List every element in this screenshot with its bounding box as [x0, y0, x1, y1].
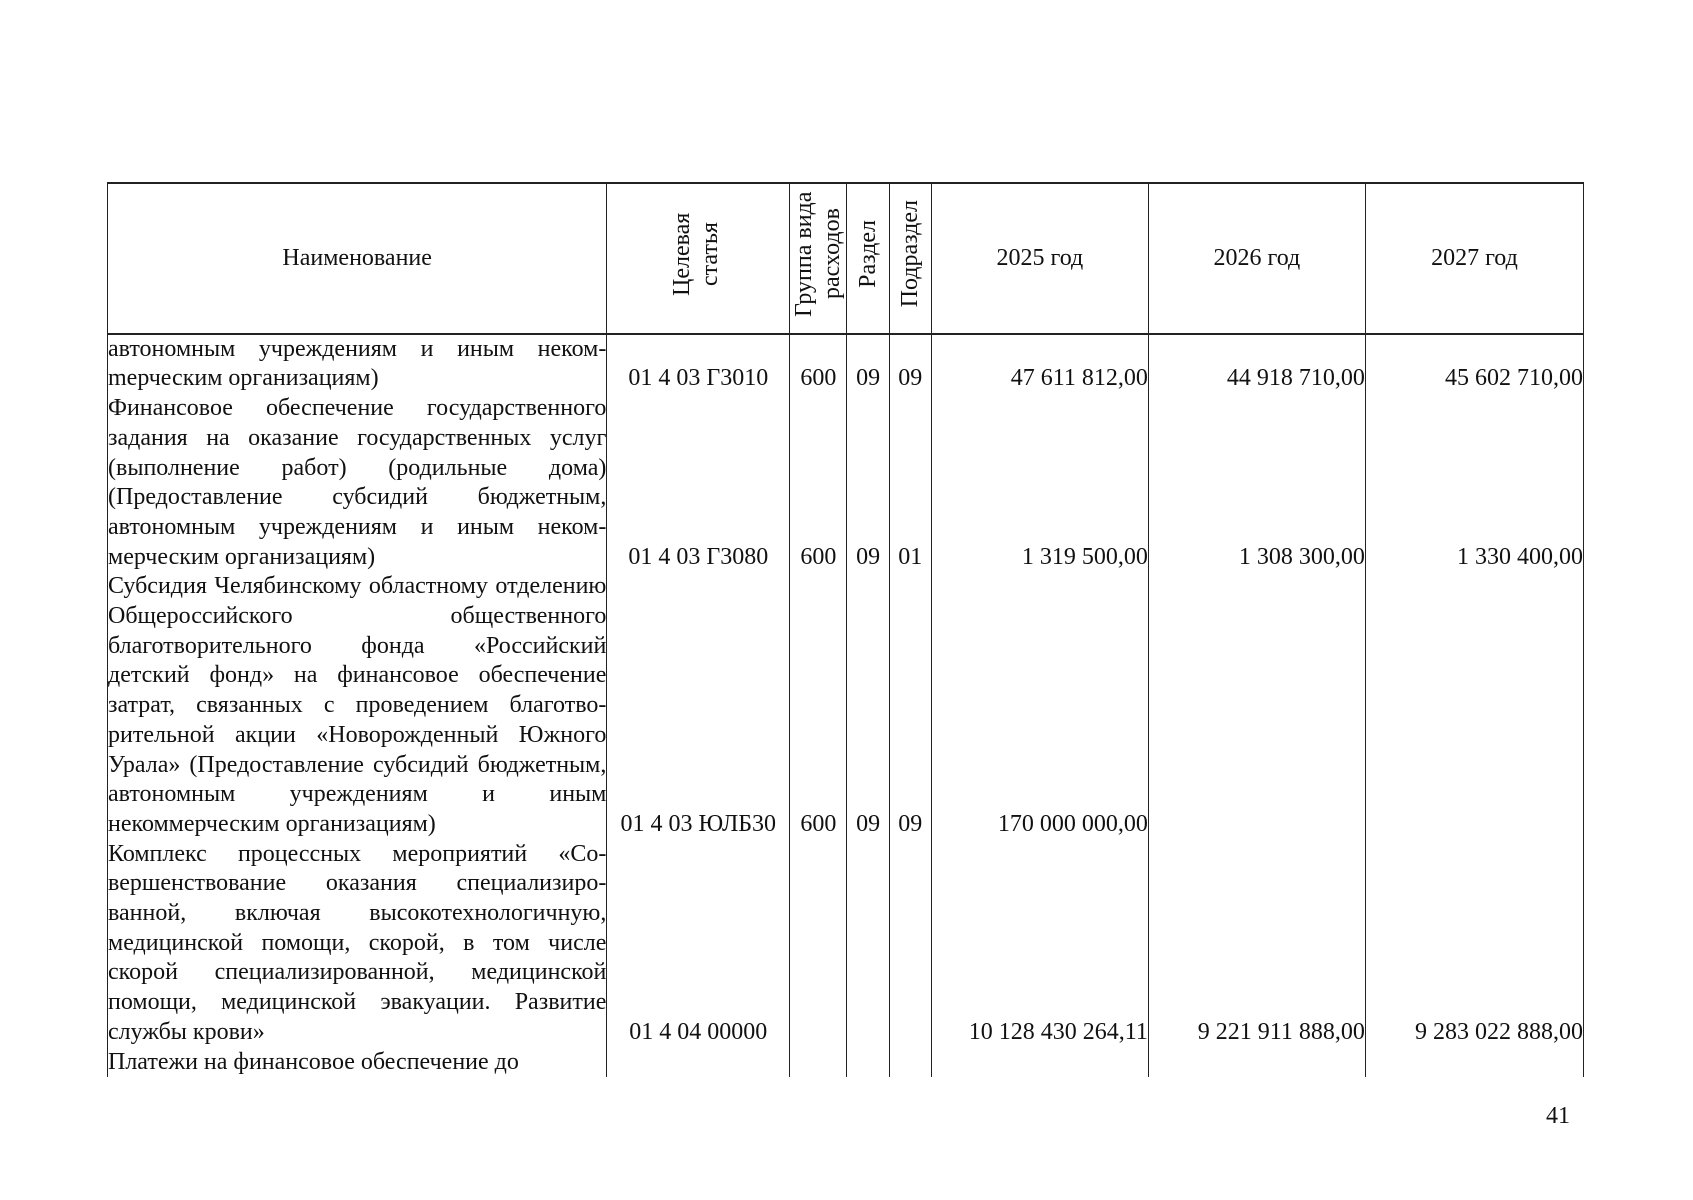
row-2025: 10 128 430 264,11 [931, 840, 1148, 1048]
header-section-label: Раздел [855, 220, 882, 288]
table-row [108, 334, 1584, 394]
header-name: Наименование [108, 183, 607, 334]
row-expense-group: 600 [790, 572, 847, 839]
row-name: Субсидия Челябинскому областному отделению Общероссийского общественного благотворительного фонда «Российский детский фонд» на финансовое обеспечение затрат, связанных с проведением благотворительной акции «Новорожденный Южного Урала» (Предоставление субсидий бюджетным, автономным учреждениям и иным некоммерческим организациям) [108, 572, 607, 839]
budget-table [107, 182, 1584, 1077]
header-subsection-label: Подраздел [897, 200, 924, 308]
header-2026: 2026 год [1148, 183, 1365, 334]
table-header-row [108, 183, 1584, 334]
row-2025 [931, 1048, 1148, 1078]
header-expense-group [790, 183, 847, 334]
row-expense-group: 600 [790, 394, 847, 572]
table-row [108, 394, 1584, 572]
row-name: автономным учреждениям и иным некомmерческим организациям) [108, 334, 607, 394]
table-row [108, 840, 1584, 1048]
row-target-article: 01 4 03 ЮЛБ30 [607, 572, 790, 839]
row-2026: 9 221 911 888,00 [1148, 840, 1365, 1048]
header-2027: 2027 год [1365, 183, 1583, 334]
table-row [108, 1048, 1584, 1078]
row-name: Финансовое обеспечение государственного задания на оказание государственных услуг (выполнение работ) (родильные дома) (Предоставление субсидий бюджетным, автономным учреждениям и иным некоммерческим организациям) [108, 394, 607, 572]
row-section [847, 840, 889, 1048]
row-2027: 9 283 022 888,00 [1365, 840, 1583, 1048]
row-2025: 1 319 500,00 [931, 394, 1148, 572]
row-target-article: 01 4 03 Г3080 [607, 394, 790, 572]
row-2026 [1148, 1048, 1365, 1078]
row-name: Комплекс процессных мероприятий «Совершенствование оказания специализированной, включая высокотехнологичную, медицинской помощи, скорой, в том числе скорой специализированной, медицинской помощи, медицинской эвакуации. Развитие службы крови» [108, 840, 607, 1048]
row-2026: 1 308 300,00 [1148, 394, 1365, 572]
row-target-article: 01 4 04 00000 [607, 840, 790, 1048]
row-subsection: 09 [889, 334, 931, 394]
row-subsection: 01 [889, 394, 931, 572]
row-subsection [889, 1048, 931, 1078]
row-section: 09 [847, 334, 889, 394]
row-2027: 45 602 710,00 [1365, 334, 1583, 394]
row-section: 09 [847, 572, 889, 839]
row-section: 09 [847, 394, 889, 572]
row-subsection: 09 [889, 572, 931, 839]
row-2027: 1 330 400,00 [1365, 394, 1583, 572]
page-number: 41 [1546, 1103, 1570, 1129]
row-expense-group [790, 1048, 847, 1078]
row-subsection [889, 840, 931, 1048]
row-expense-group: 600 [790, 334, 847, 394]
row-2026: 44 918 710,00 [1148, 334, 1365, 394]
row-2025: 47 611 812,00 [931, 334, 1148, 394]
row-name: Платежи на финансовое обеспечение до [108, 1048, 607, 1078]
row-2027 [1365, 1048, 1583, 1078]
row-expense-group [790, 840, 847, 1048]
row-section [847, 1048, 889, 1078]
header-expense-group-label: Группа вида расходов [791, 191, 846, 317]
header-section [847, 183, 889, 334]
row-target-article [607, 1048, 790, 1078]
header-target-article [607, 183, 790, 334]
header-2025: 2025 год [931, 183, 1148, 334]
row-target-article: 01 4 03 Г3010 [607, 334, 790, 394]
row-2025: 170 000 000,00 [931, 572, 1148, 839]
header-subsection [889, 183, 931, 334]
table-row [108, 572, 1584, 839]
row-2027 [1365, 572, 1583, 839]
row-2026 [1148, 572, 1365, 839]
header-target-article-label: Целевая статья [669, 212, 724, 296]
